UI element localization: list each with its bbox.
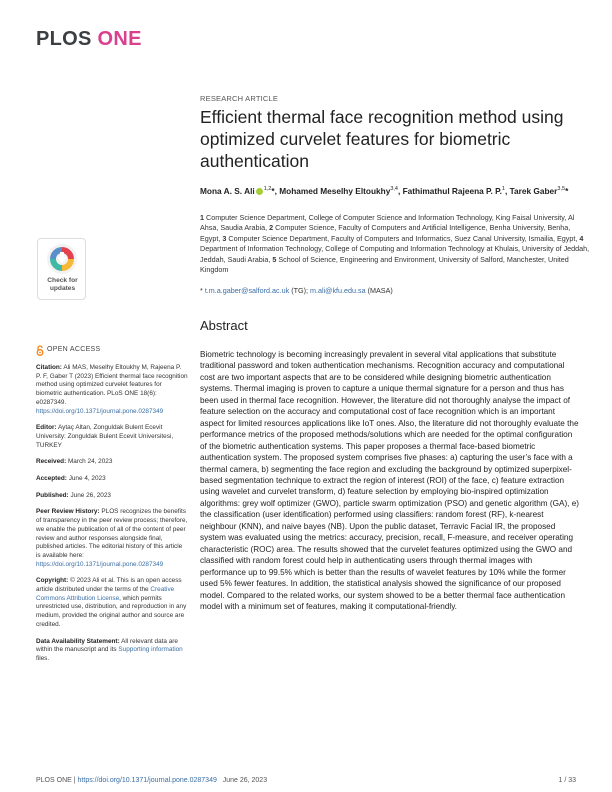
- published-label: Published:: [36, 491, 69, 499]
- supporting-info-link[interactable]: Supporting information: [118, 646, 183, 654]
- badge-label: [38, 277, 87, 292]
- citation-label: Citation:: [36, 364, 62, 371]
- published-date: June 26, 2023: [70, 491, 111, 499]
- editor-label: Editor:: [36, 424, 57, 432]
- copyright-text: © 2023 Ali et al. This is an open access article distributed under the terms of the: [36, 577, 182, 594]
- author-name[interactable]: Tarek Gaber: [509, 185, 558, 196]
- affil-text: School of Science, Engineering and Environment, University of Salford, Manchester, United Kingdom: [200, 254, 569, 275]
- received-block: [36, 458, 188, 467]
- orcid-icon[interactable]: [256, 188, 263, 195]
- logo-plos: PLOS: [36, 28, 92, 50]
- abstract-text: Biometric technology is becoming increasingly prevalent in several vital applications that substitute traditional password and token authentication mechanisms. Recognition accuracy and computational cost are two important aspects that are to be considered while designing biometric authentication systems. Thermal imaging is proven to capture a unique thermal signature for a person and thus has been used in thermal face recognition. However, the literature did not thoroughly analyse the impact of feature selection on the accuracy and computational cost of face recognition which is an important aspect for limited resources applications like IoT ones. Also, the literature did not thoroughly evaluate the performance metrics of the proposed methods/solutions which are needed for the optimal configuration of the biometric authentication systems. This paper proposes a thermal face-based biometric authentication system. The proposed system comprises five phases: a) capturing the user’s face with a thermal camera, b) segmenting the face region and excluding the background by optimized superpixel-based segmentation technique to extract the region of interest (ROI) of the face, c) feature extraction using wavelet and curvelet transform, d) feature selection by employing bio-inspired optimization algorithms: grey wolf optimizer (GWO), particle swarm optimization (PSO) and genetic algorithm (GA), e) the classification (user identification) performed using classifiers: random forest (RF), k-nearest neighbour (KNN), and naive bayes (NB). Upon the public dataset, Terravic Facial IR, the proposed system was evaluated using the metrics: accuracy, precision, recall, F-measure, and receiver operating characteristic (ROC) area. The results showed that the curvelet features optimized using the GWO and classified with random forest could help in authenticating users through thermal images with performance up to 99.5% which is better than the results of wavelet features by 10% while the former used 5% fewer features. In addition, the statistical analysis showed the significance of our proposed model. Compared to the related works, our system showed to be a better thermal face authentication model with a minimum set of features, making it computational-friendly.: [200, 350, 580, 611]
- author-name[interactable]: Mona A. S. Ali: [200, 185, 255, 196]
- peer-review-link[interactable]: https://doi.org/10.1371/journal.pone.0287349: [36, 560, 164, 568]
- correspondence: [200, 286, 590, 295]
- copyright-label: Copyright:: [36, 577, 69, 585]
- data-availability-block: [36, 638, 188, 664]
- corresponding-mark: *: [271, 185, 275, 196]
- footer-doi-link[interactable]: https://doi.org/10.1371/journal.pone.0287349: [77, 777, 217, 784]
- affil-num: 1: [200, 213, 204, 222]
- affil-text: Computer Science, Faculty of Computers and Artificial Intelligence, Benha University, Benha, Egypt,: [200, 223, 571, 243]
- footer-date: June 26, 2023: [222, 777, 268, 784]
- license-link[interactable]: Creative Commons Attribution License: [36, 586, 175, 602]
- author-name[interactable]: Mohamed Meselhy Eltoukhy: [279, 185, 391, 196]
- peer-review-label: Peer Review History:: [36, 508, 100, 516]
- citation-doi-link[interactable]: https://doi.org/10.1371/journal.pone.0287349: [36, 407, 164, 415]
- received-label: Received:: [36, 458, 67, 466]
- published-block: [36, 492, 188, 501]
- article-title: Efficient thermal face recognition method using optimized curvelet features for biometric authentication: [200, 107, 564, 171]
- author-affil-sup: 1,2: [263, 186, 272, 192]
- author-name[interactable]: Fathimathul Rajeena P. P.: [402, 185, 502, 196]
- author-list: Mona A. S. Ali $^{1,2}$*, Mohamed Meselhy Eltoukhy$^{3,4}$, Fathimathul Rajeena P. P.$^1$, Tarek Gaber$^{3,5}$*: [200, 185, 569, 196]
- affil-text: Department of Information Technology, College of Computing and Information Technology at Khulais, University of Jeddah, Jeddah, Saudi Arabia,: [200, 244, 590, 264]
- footer-separator: |: [73, 777, 76, 784]
- affil-num: 5: [272, 254, 277, 264]
- footer-journal: PLOS ONE: [36, 777, 72, 784]
- page-footer: [36, 777, 576, 784]
- email-owner: (MASA): [367, 286, 393, 295]
- email-link[interactable]: m.ali@kfu.edu.sa: [309, 286, 366, 295]
- article-type-label: RESEARCH ARTICLE: [200, 94, 279, 103]
- peer-review-text: PLOS recognizes the benefits of transparency in the peer review process; therefore, we enable the publication of all of the content of peer review and author responses alongside final, published articles. The editorial history of this article is available here:: [36, 508, 188, 559]
- corresponding-mark: *: [565, 185, 569, 196]
- check-for-updates-badge[interactable]: [37, 238, 86, 300]
- data-availability-text: files.: [36, 654, 50, 662]
- open-lock-icon: [36, 345, 44, 356]
- copyright-block: [36, 577, 188, 629]
- corresponding-mark: *: [200, 286, 203, 295]
- affil-text: Computer Science Department, College of Computer Science and Information Technology, King Faisal University, Al Ahsa, Saudia Arabia,: [200, 213, 575, 233]
- email-link[interactable]: t.m.a.gaber@salford.ac.uk: [204, 286, 290, 295]
- affil-num: 2: [269, 223, 274, 233]
- affil-text: Computer Science Department, Faculty of Computers and Informatics, Suez Canal University, Ismailia, Egypt,: [228, 233, 578, 243]
- author-affil-sup: 3,4: [390, 186, 398, 192]
- affil-num: 3: [222, 233, 227, 243]
- affil-num: 4: [579, 233, 584, 243]
- logo-one: ONE: [97, 28, 142, 50]
- data-availability-label: Data Availability Statement:: [36, 637, 120, 645]
- email-owner: (TG);: [291, 286, 308, 295]
- open-access-text: OPEN ACCESS: [47, 346, 101, 354]
- page-number: 1 / 33: [558, 777, 576, 784]
- peer-review-block: [36, 508, 188, 569]
- author-affil-sup: 3,5: [557, 186, 566, 192]
- journal-logo[interactable]: [36, 28, 142, 51]
- badge-line: updates: [49, 284, 76, 292]
- received-date: March 24, 2023: [67, 458, 113, 466]
- citation-block: [36, 364, 188, 416]
- abstract-heading: Abstract: [200, 318, 248, 333]
- accepted-date: June 4, 2023: [68, 475, 106, 483]
- affiliations: [200, 213, 590, 275]
- editor-text: Aytaç Altan, Zonguldak Bulent Ecevit University: Zonguldak Bulent Ecevit Universitesi, TURKEY: [36, 424, 174, 449]
- open-access-label: [36, 345, 188, 356]
- data-availability-text: All relevant data are within the manuscript and its: [36, 637, 178, 654]
- badge-line: Check for: [47, 277, 78, 284]
- footer-citation: [36, 777, 267, 784]
- author-affil-sup: 1: [501, 186, 505, 192]
- crossmark-icon: [46, 243, 78, 275]
- copyright-text: , which permits unrestricted use, distribution, and reproduction in any medium, provided the original author and source are credited.: [36, 594, 187, 628]
- article-sidebar: [36, 345, 188, 672]
- citation-text: Ali MAS, Meselhy Eltoukhy M, Rajeena P. P. F, Gaber T (2023) Efficient thermal face recognition method using optimized curvelet features for biometric authentication. PLoS ONE 18(6): e0287349.: [36, 364, 188, 406]
- accepted-block: [36, 475, 188, 484]
- editor-block: [36, 424, 188, 450]
- accepted-label: Accepted:: [36, 475, 67, 483]
